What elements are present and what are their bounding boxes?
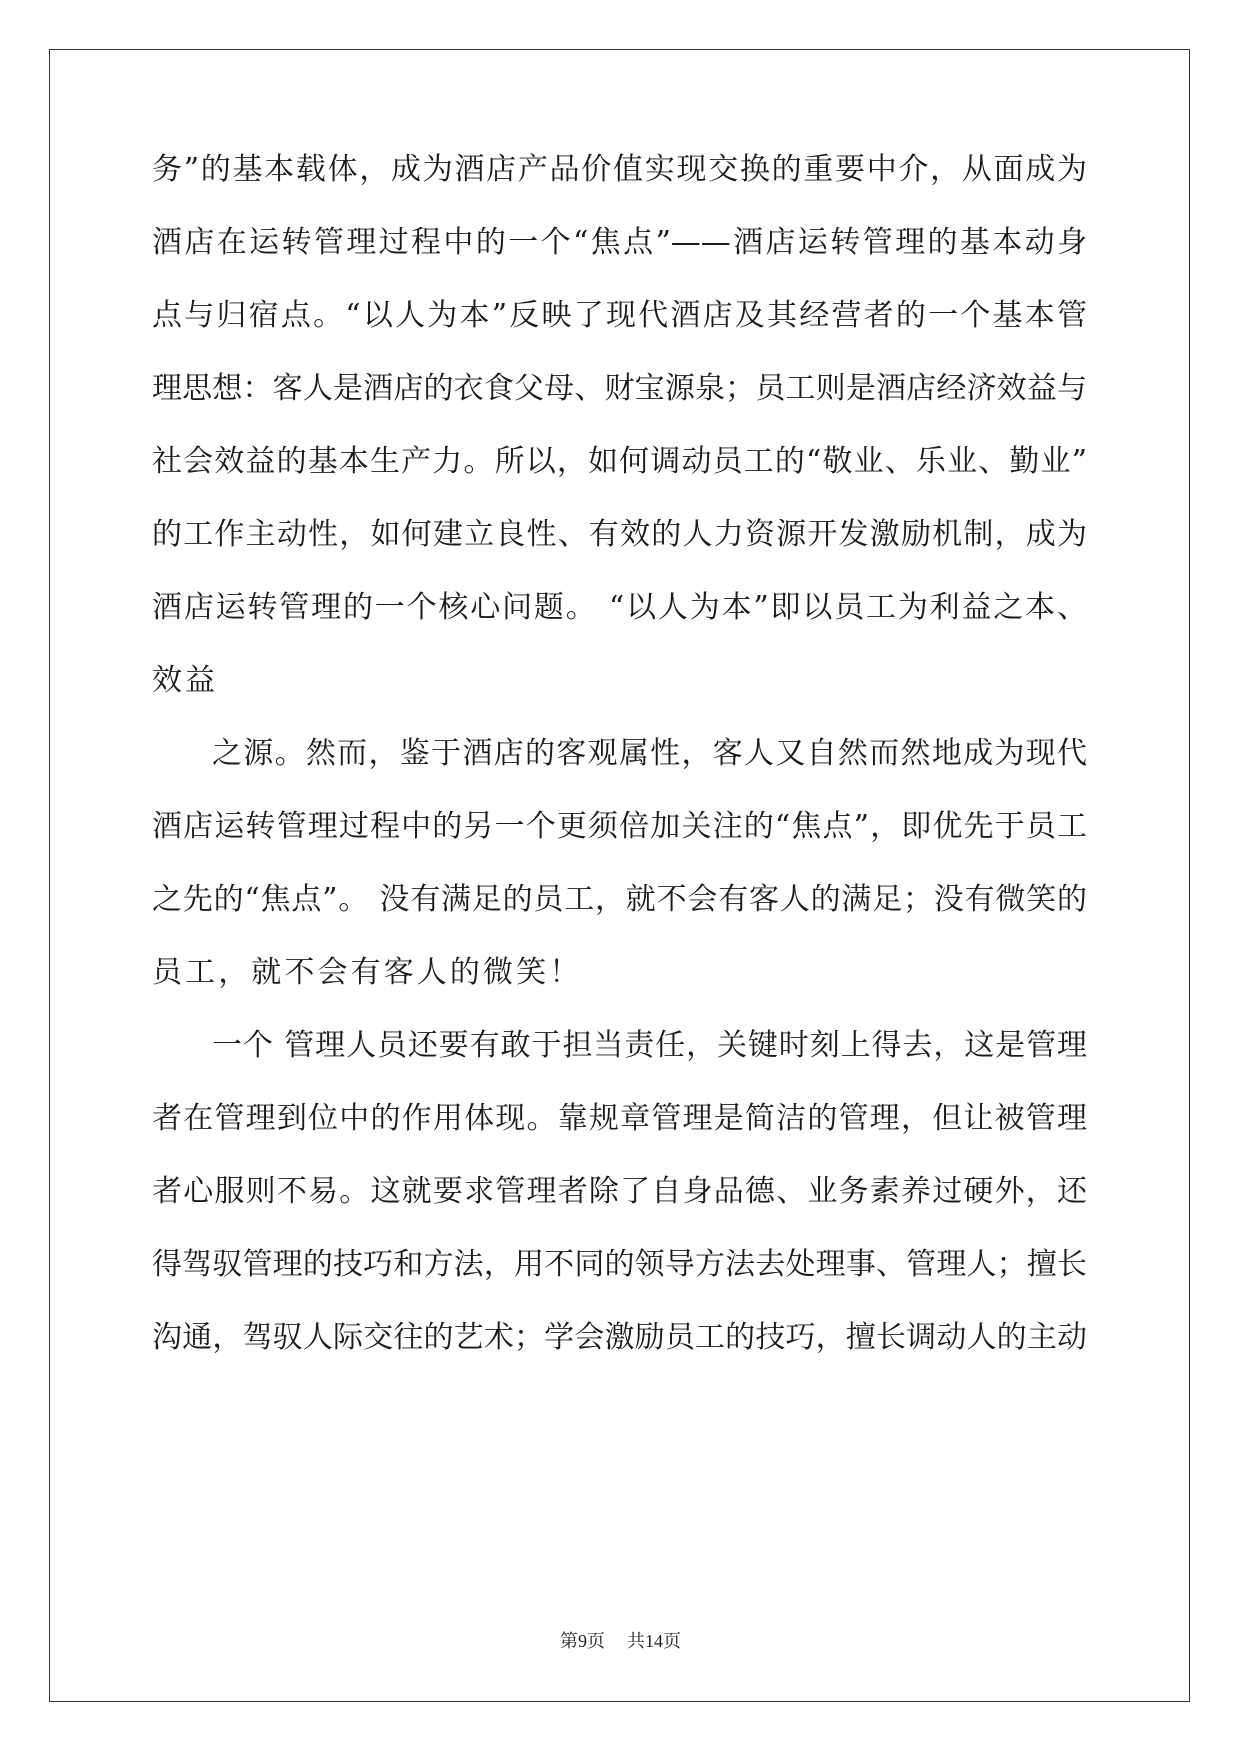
page-footer (0, 1629, 1241, 1653)
body-line-13: 一个 管理人员还要有敢于担当责任，关键时刻上得去，这是管理 (212, 1028, 1087, 1063)
body-line-14: 者在管理到位中的作用体现。靠规章管理是简洁的管理，但让被管理 (152, 1101, 1087, 1136)
body-line-2: 酒店在运转管理过程中的一个“焦点”——酒店运转管理的基本动身 (152, 225, 1087, 260)
body-line-1: 务”的基本载体，成为酒店产品价值实现交换的重要中介，从面成为 (152, 152, 1087, 187)
body-line-12: 员工，就不会有客人的微笑！ (152, 955, 583, 990)
body-line-15: 者心服则不易。这就要求管理者除了自身品德、业务素养过硬外，还 (152, 1174, 1087, 1209)
body-line-4: 理思想：客人是酒店的衣食父母、财宝源泉；员工则是酒店经济效益与 (152, 371, 1087, 406)
body-line-3: 点与归宿点。“以人为本”反映了现代酒店及其经营者的一个基本管 (152, 298, 1087, 333)
body-line-17: 沟通，驾驭人际交往的艺术；学会激励员工的技巧，擅长调动人的主动 (152, 1320, 1087, 1355)
page-total: 共14页 (627, 1631, 681, 1651)
body-line-11: 之先的“焦点”。 没有满足的员工，就不会有客人的满足；没有微笑的 (152, 882, 1087, 917)
body-line-6: 的工作主动性，如何建立良性、有效的人力资源开发激励机制，成为 (152, 517, 1087, 552)
body-line-8: 效益 (152, 663, 219, 698)
page-number: 第9页 (560, 1631, 605, 1651)
body-line-7: 酒店运转管理的一个核心问题。 “以人为本”即以员工为利益之本、 (152, 590, 1087, 625)
body-line-5: 社会效益的基本生产力。所以，如何调动员工的“敬业、乐业、勤业” (152, 444, 1087, 479)
body-line-9: 之源。然而，鉴于酒店的客观属性，客人又自然而然地成为现代 (212, 736, 1087, 771)
body-line-16: 得驾驭管理的技巧和方法，用不同的领导方法去处理事、管理人；擅长 (152, 1247, 1087, 1282)
body-line-10: 酒店运转管理过程中的另一个更须倍加关注的“焦点”，即优先于员工 (152, 809, 1087, 844)
